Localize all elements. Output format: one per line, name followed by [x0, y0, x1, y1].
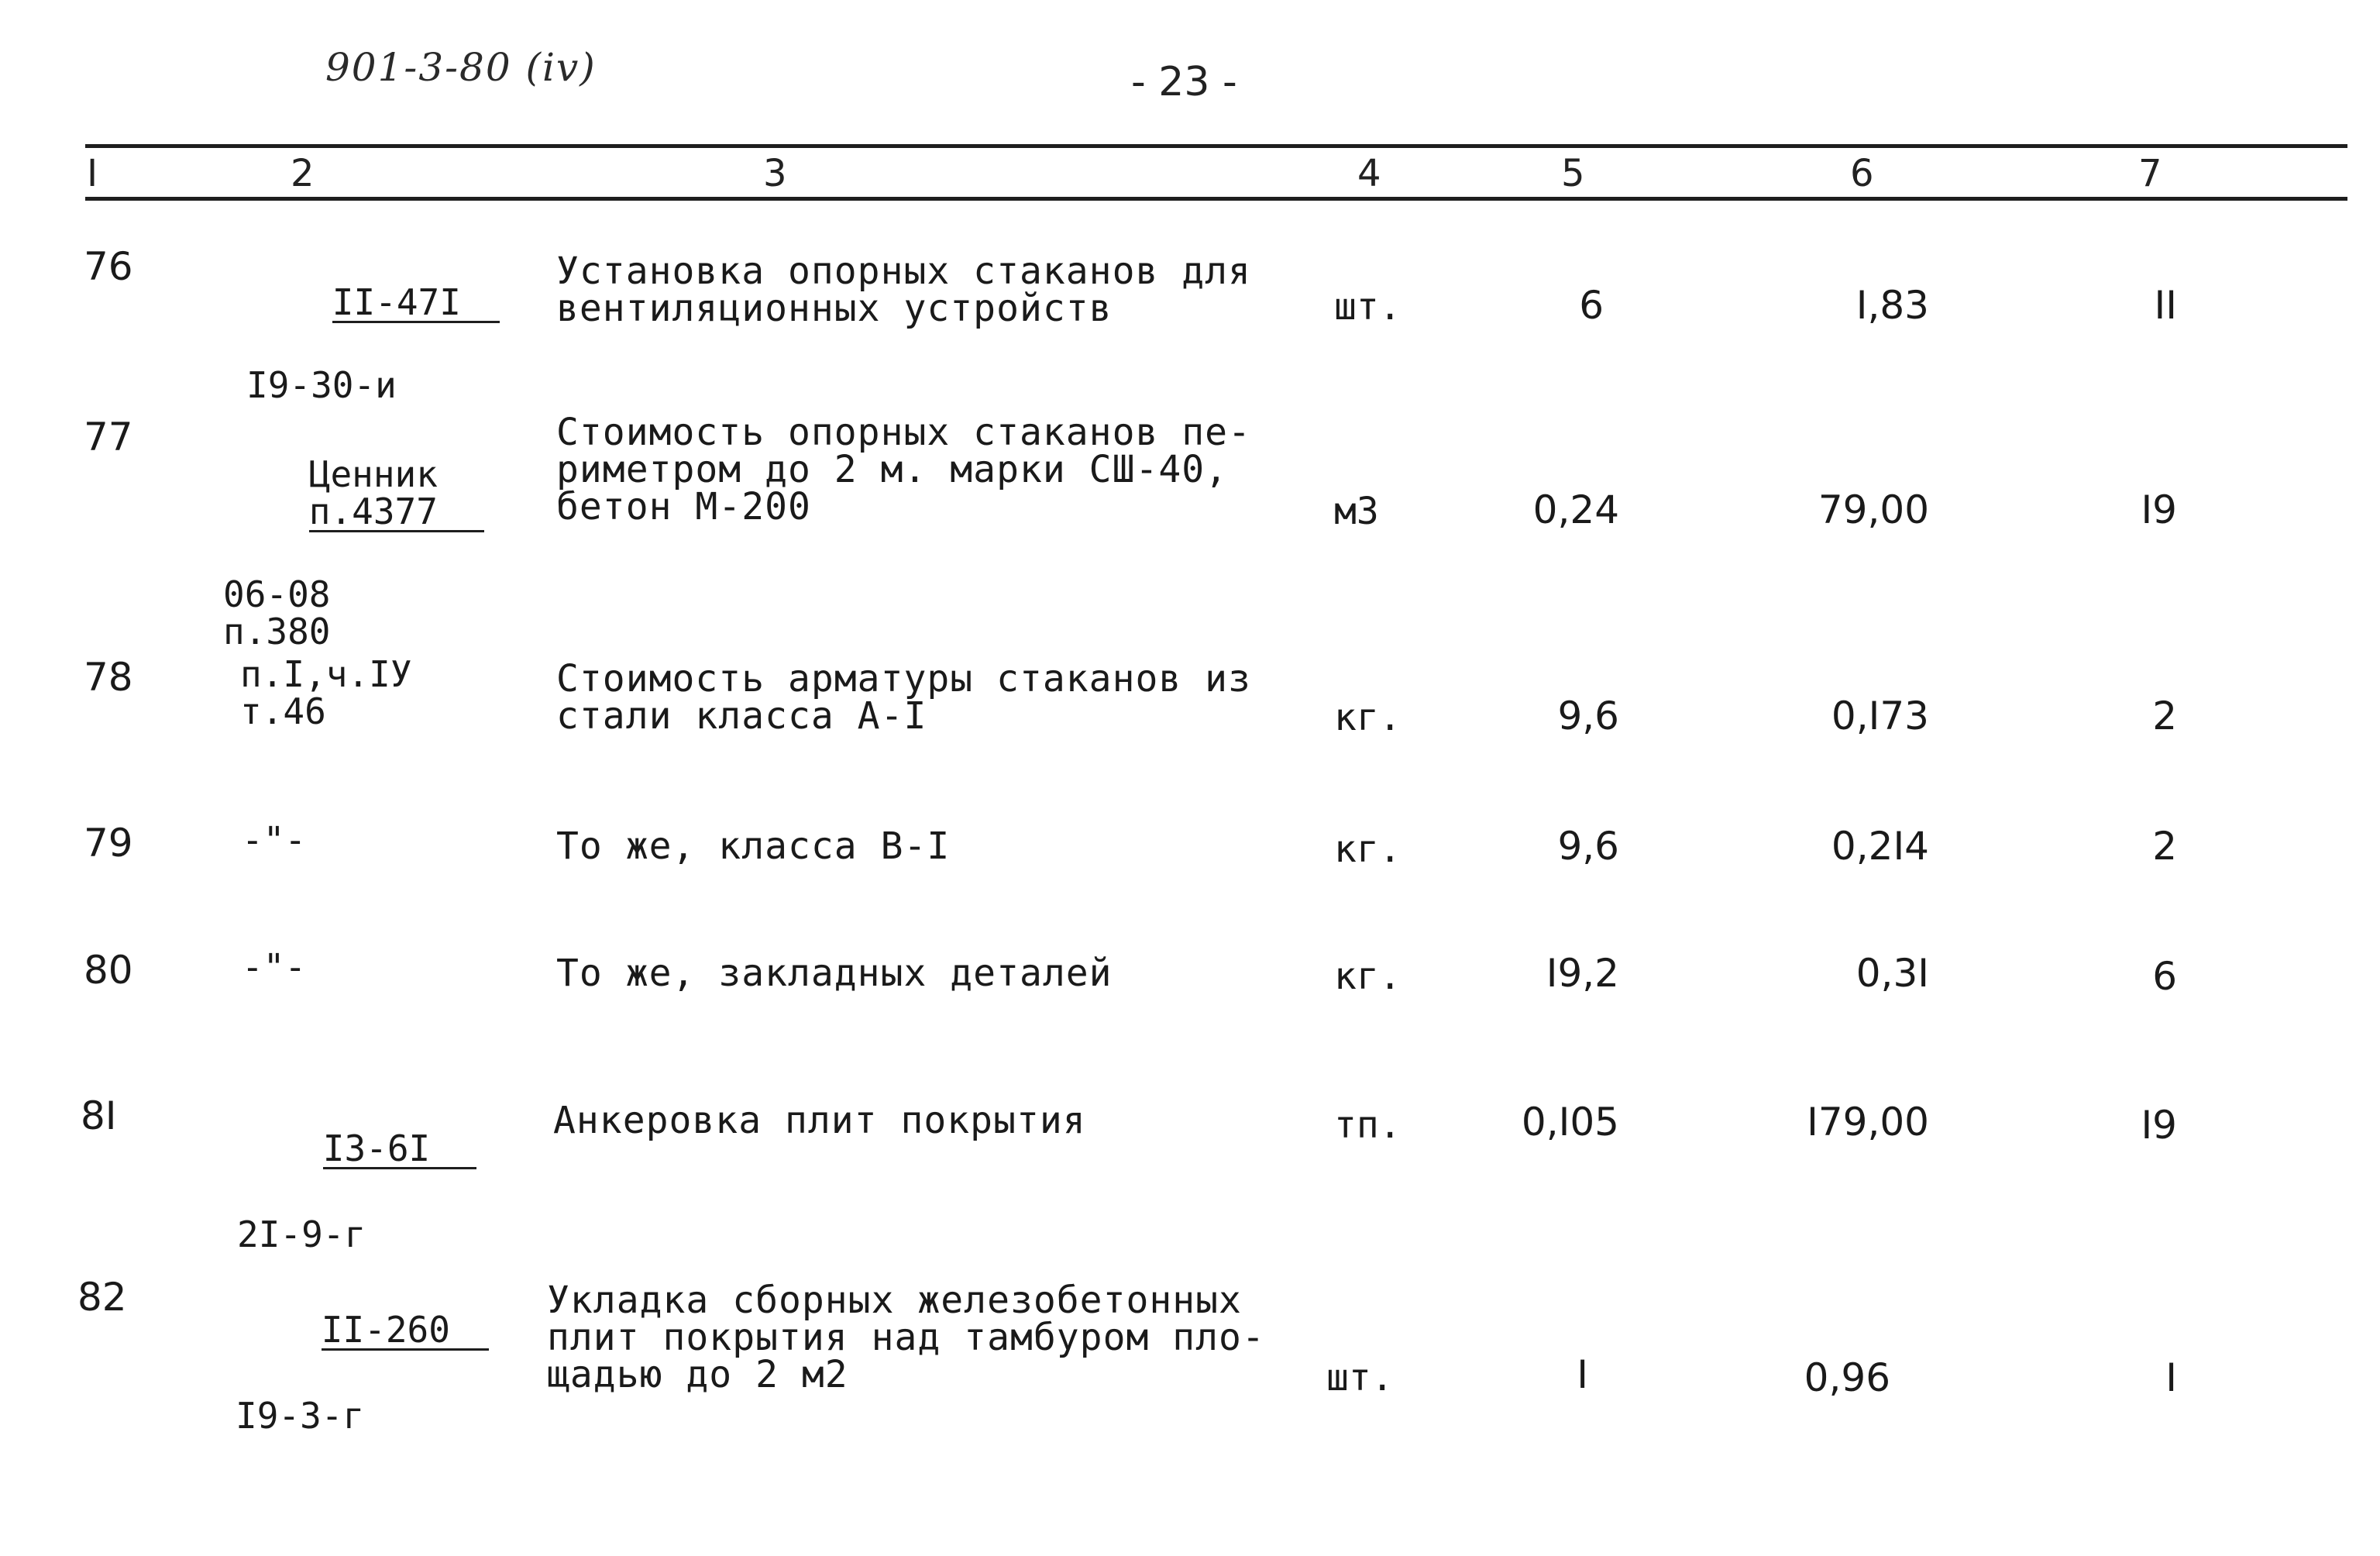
unit: кг. [1334, 828, 1402, 871]
unit-price: 0,96 [1804, 1355, 1890, 1400]
norm-code-denominator: 06-08 п.380 [223, 573, 331, 652]
norm-code-numerator: Ценник п.4377 [309, 456, 484, 532]
total-cost: 2 [2152, 694, 2177, 738]
quantity: 0,I05 [1521, 1100, 1619, 1145]
header-bottom-rule [85, 197, 2347, 201]
unit-price: I,83 [1856, 283, 1929, 328]
col-header-6: 6 [1850, 152, 1874, 195]
norm-code-denominator: 2I-9-г [237, 1213, 366, 1255]
unit-price: 0,I73 [1831, 694, 1929, 738]
unit: шт. [1326, 1356, 1394, 1399]
row-number: 78 [84, 655, 133, 700]
norm-code-numerator: II-260 [322, 1311, 489, 1351]
work-description: То же, закладных деталей [556, 952, 1113, 995]
unit-price: 79,00 [1818, 487, 1929, 532]
col-header-1: I [87, 152, 98, 195]
col-header-7: 7 [2138, 152, 2162, 195]
row-number: 8I [81, 1093, 117, 1138]
row-number: 77 [84, 415, 133, 460]
row-number: 76 [84, 244, 133, 289]
col-header-2: 2 [291, 152, 315, 195]
quantity: 9,6 [1557, 824, 1619, 869]
norm-code-numerator: II-47I [332, 284, 500, 323]
row-number: 79 [84, 821, 133, 866]
unit: кг. [1334, 696, 1402, 739]
quantity: 0,24 [1532, 487, 1619, 532]
unit: шт. [1334, 285, 1402, 329]
page-number: - 23 - [1131, 59, 1237, 105]
total-cost: II [2154, 283, 2177, 328]
work-description: Укладка сборных железобетонных плит покрытия над тамбуром пло- щадью до 2 м2 [547, 1279, 1265, 1396]
quantity: I9,2 [1546, 951, 1619, 996]
total-cost: I9 [2141, 1103, 2177, 1148]
work-description: То же, класса В-I [556, 824, 951, 868]
unit-price: I79,00 [1807, 1100, 1929, 1145]
row-number: 82 [77, 1275, 127, 1320]
norm-code-numerator: I3-6I [323, 1130, 476, 1169]
unit: кг. [1334, 955, 1402, 998]
work-description: Стоимость опорных стаканов пе- риметром до 2 м. марки СШ-40, бетон М-200 [556, 411, 1251, 528]
unit-price: 0,3I [1856, 951, 1929, 996]
total-cost: I [2165, 1355, 2177, 1400]
col-header-3: 3 [763, 152, 787, 195]
norm-code-denominator: I9-30-и [246, 364, 397, 406]
work-description: Анкеровка плит покрытия [553, 1099, 1086, 1142]
total-cost: I9 [2141, 487, 2177, 532]
total-cost: 2 [2152, 824, 2177, 869]
norm-code: -"- [242, 946, 307, 988]
norm-code: -"- [242, 819, 307, 861]
norm-code [236, 1274, 489, 1509]
row-number: 80 [84, 948, 133, 993]
document-code: 901-3-80 (iv) [325, 45, 597, 90]
quantity: I [1577, 1352, 1588, 1397]
unit-price: 0,2I4 [1831, 824, 1929, 869]
header-top-rule [85, 144, 2347, 148]
col-header-4: 4 [1357, 152, 1381, 195]
work-description: Установка опорных стаканов для вентиляционных устройств [556, 250, 1251, 330]
norm-code-denominator: I9-3-г [236, 1395, 365, 1437]
work-description: Стоимость арматуры стаканов из стали класса А-I [556, 657, 1251, 738]
col-header-5: 5 [1561, 152, 1585, 195]
quantity: 9,6 [1557, 694, 1619, 738]
unit: м3 [1334, 490, 1379, 533]
total-cost: 6 [2152, 954, 2177, 999]
quantity: 6 [1579, 283, 1604, 328]
unit: тп. [1334, 1103, 1402, 1147]
norm-code: п.I,ч.IУ т.46 [240, 653, 412, 732]
